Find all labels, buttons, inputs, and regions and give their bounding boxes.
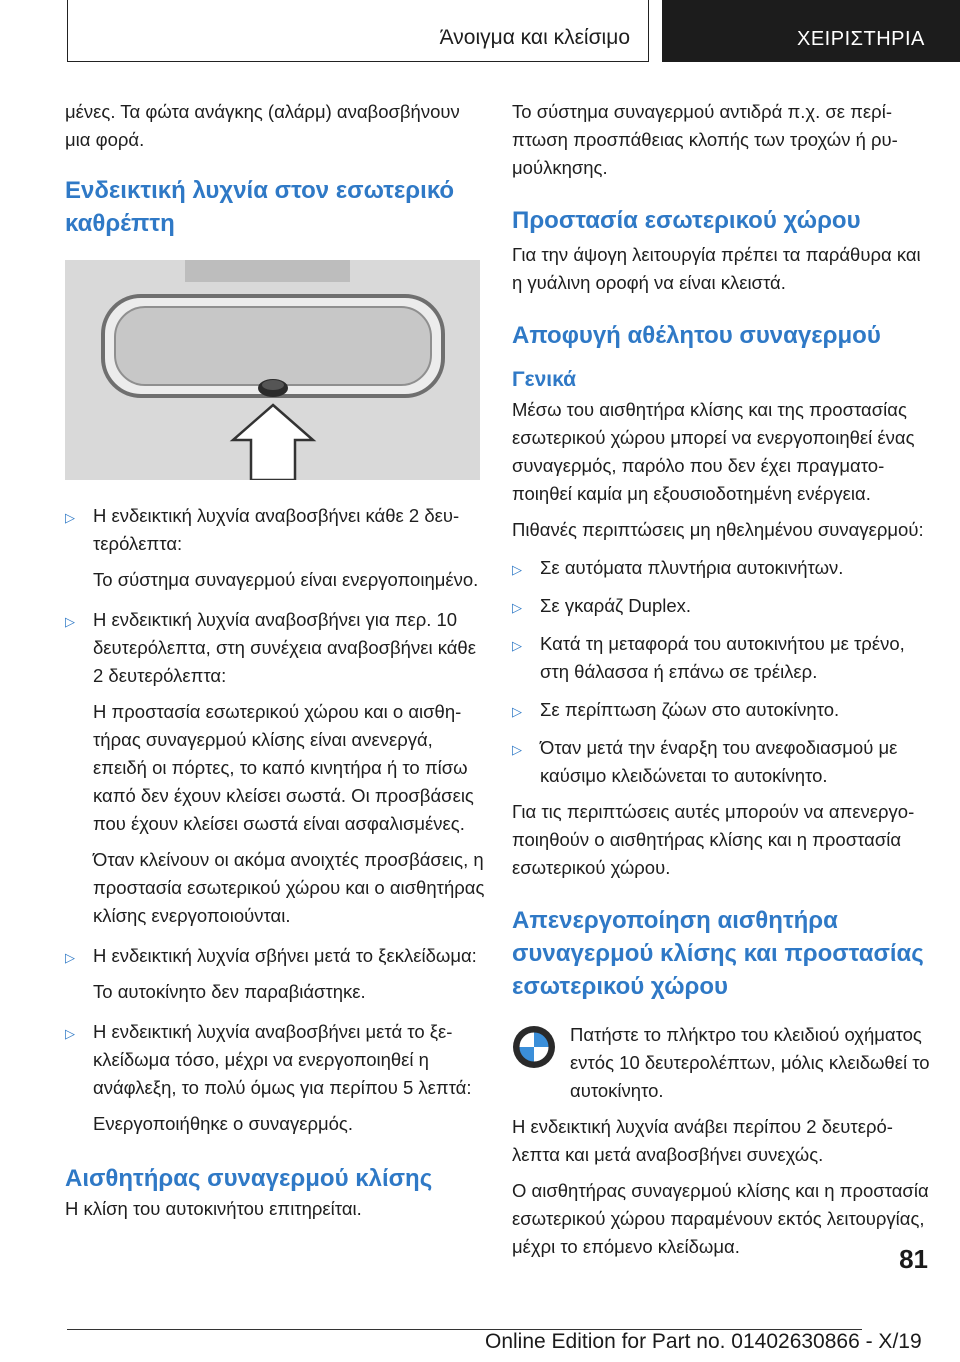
indicator-meaning: Το σύστημα συναγερμού είναι ενεργοποιημένο.: [93, 569, 479, 590]
indicator-bullet: ▷ Η ενδεικτική λυχνία αναβοσβήνει για περ. 10 δευτερόλεπτα, στη συνέχεια αναβοσβήνει κάθε 2 δευτερόλεπτα:: [65, 609, 476, 686]
bullet-triangle-icon: ▷: [512, 742, 522, 757]
bullet-triangle-icon: ▷: [65, 614, 75, 629]
case-bullet: ▷ Όταν μετά την έναρξη του ανεφοδιασμού με καύσιμο κλειδώνεται το αυτοκίνητο.: [512, 737, 898, 786]
bullet-triangle-icon: ▷: [512, 638, 522, 653]
intro-text: Το σύστημα συναγερμού αντιδρά π.χ. σε περίπτωση προσπάθειας κλοπής των τροχών ή ρυμούλκησης.: [512, 101, 898, 178]
intro-text: μένες. Τα φώτα ανάγκης (αλάρμ) αναβοσβήνουν μια φορά.: [65, 101, 460, 150]
section-heading-avoid-false-alarm: Αποφυγή αθέλητου συναγερμού: [512, 322, 881, 349]
edition-text: Online Edition for Part no. 01402630866 - X/19: [485, 1330, 922, 1353]
right-column: [512, 98, 932, 1261]
header-section-tab: [67, 0, 649, 62]
bullet-triangle-icon: ▷: [65, 1026, 75, 1041]
header-chapter-title: ΧΕΙΡΙΣΤΗΡΙΑ: [797, 28, 925, 50]
tilt-sensor-text: Η κλίση του αυτοκινήτου επιτηρείται.: [65, 1198, 362, 1219]
section-heading-indicator: Ενδεικτική λυχνία στον εσωτερικό καθρέπτη: [65, 177, 455, 237]
bmw-instruction: Πατήστε το πλήκτρο του κλειδιού οχήματος εντός 10 δευτερολέπτων, μόλις κλειδωθεί το αυτοκίνητο.: [512, 1021, 932, 1105]
header-section-title: Άνοιγμα και κλείσιμο: [439, 26, 630, 49]
remains-off-text: Ο αισθητήρας συναγερμού κλίσης και η προστασία εσωτερικού χώρου παραμένουν εκτός λειτουργίας, μέχρι το επόμενο κλείδωμα.: [512, 1180, 929, 1257]
indicator-meaning: Όταν κλείνουν οι ακόμα ανοιχτές προσβάσεις, η προστασία εσωτερικού χώρου και ο αισθητήρας κλίσης ενεργοποιούνται.: [93, 849, 485, 926]
bullet-triangle-icon: ▷: [512, 562, 522, 577]
left-column: [65, 98, 485, 1223]
indicator-bullet: ▷ Η ενδεικτική λυχνία σβήνει μετά το ξεκλείδωμα:: [65, 942, 485, 970]
deactivation-note: Για τις περιπτώσεις αυτές μπορούν να απενεργοποιηθούν ο αισθητήρας κλίσης και η προστασία εσωτερικού χώρου.: [512, 801, 915, 878]
bmw-key-logo-icon: [512, 1025, 556, 1069]
case-bullet: ▷ Σε περίπτωση ζώων στο αυτοκίνητο.: [512, 696, 932, 724]
page-number: 81: [899, 1244, 928, 1274]
bullet-triangle-icon: ▷: [512, 600, 522, 615]
indicator-bullet: ▷ Η ενδεικτική λυχνία αναβοσβήνει μετά το ξεκλείδωμα τόσο, μέχρι να ενεργοποιηθεί η ανάφλεξη, το πολύ όμως για περίπου 5 λεπτά:: [65, 1021, 472, 1098]
indicator-meaning: Το αυτοκίνητο δεν παραβιάστηκε.: [93, 981, 366, 1002]
subheading-general: Γενικά: [512, 368, 577, 391]
indicator-bullet: ▷ Η ενδεικτική λυχνία αναβοσβήνει κάθε 2 δευτερόλεπτα:: [65, 505, 460, 554]
section-heading-deactivation: Απενεργοποίηση αισθητήρα συναγερμού κλίσης και προστασίας εσωτερικού χώρου: [512, 907, 924, 1000]
bullet-triangle-icon: ▷: [65, 510, 75, 525]
indicator-meaning: Η προστασία εσωτερικού χώρου και ο αισθητήρας συναγερμού κλίσης είναι ανενεργά, επειδή οι πόρτες, το καπό κινητήρα ή το πίσω καπό δεν έχουν κλείσει σωστά. Οι προσβάσεις που έχουν κλείσει σωστά είναι ασφαλισμένες.: [93, 701, 474, 834]
case-bullet: ▷ Κατά τη μεταφορά του αυτοκινήτου με τρένο, στη θάλασσα ή επάνω σε τρέιλερ.: [512, 633, 905, 682]
case-bullet: ▷ Σε γκαράζ Duplex.: [512, 592, 932, 620]
case-bullet: ▷ Σε αυτόματα πλυντήρια αυτοκινήτων.: [512, 554, 932, 582]
rearview-mirror-illustration: [65, 260, 480, 480]
possible-cases-text: Πιθανές περιπτώσεις μη ηθελημένου συναγερμού:: [512, 519, 924, 540]
bullet-triangle-icon: ▷: [65, 950, 75, 965]
section-heading-tilt-sensor: Αισθητήρας συναγερμού κλίσης: [65, 1165, 433, 1192]
indicator-meaning: Ενεργοποιήθηκε ο συναγερμός.: [93, 1113, 353, 1134]
indicator-status-text: Η ενδεικτική λυχνία ανάβει περίπου 2 δευτερόλεπτα και μετά αναβοσβήνει συνεχώς.: [512, 1116, 893, 1165]
header-chapter-tab: [662, 0, 960, 62]
general-text: Μέσω του αισθητήρα κλίσης και της προστασίας εσωτερικού χώρου μπορεί να ενεργοποιηθεί ένας συναγερμός, παρόλο που δεν έχει πραγματοποιηθεί καμία μη εξουσιοδοτημένη ενέργεια.: [512, 399, 915, 504]
interior-protection-text: Για την άψογη λειτουργία πρέπει τα παράθυρα και η γυάλινη οροφή να είναι κλειστά.: [512, 244, 921, 293]
bullet-triangle-icon: ▷: [512, 704, 522, 719]
section-heading-interior-protection: Προστασία εσωτερικού χώρου: [512, 207, 861, 234]
